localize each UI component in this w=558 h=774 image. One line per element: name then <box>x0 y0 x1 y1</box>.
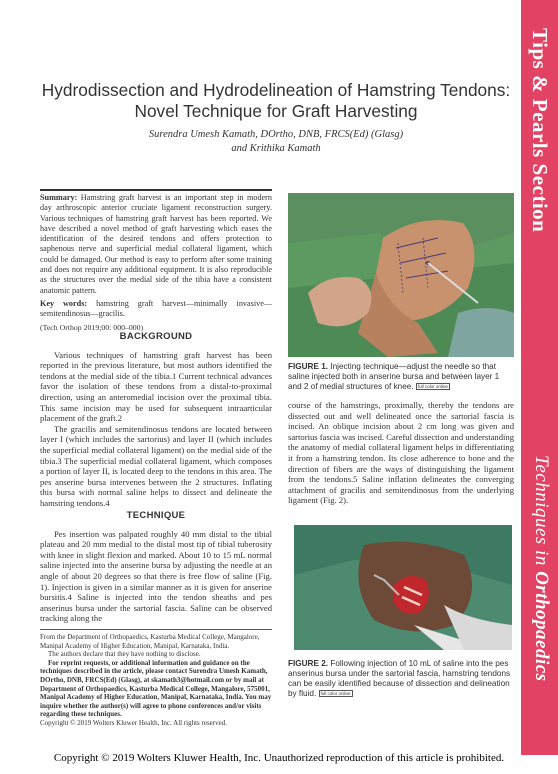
sidebar-section-title: Tips & Pearls Section <box>528 28 552 233</box>
page-copyright-notice: Copyright © 2019 Wolters Kluwer Health, Inc. Unauthorized reproduction of this article is prohibited. <box>53 752 505 764</box>
summary-top-rule <box>40 189 272 191</box>
sidebar-journal-name: Techniques in Orthopaedics <box>531 455 552 682</box>
figure-2-illustration <box>294 525 512 650</box>
summary-block: Summary: Hamstring graft harvest is an important step in modern day arthroscopic anterior cruciate ligament reconstruction surgery. Various techniques of hamstring graft harvest has been reported. We have described a novel method of graft harvesting which eases the identification of the desired tendons and offers protection to saphenous nerve and superficial medial collateral ligament, which could be damaged. Our method is easy to perform after some training and does not require any additional equipment. It is also reproducible as the structures over the medial side of the tibia have a consistent anatomic pattern. Key words: hamstring graft harvest—minimally invasive—semitendinosus—gracilis. (Tech Orthop 2019;00: 000–000) <box>40 193 273 332</box>
footnote-rule <box>40 629 272 630</box>
background-paragraph-2: The gracilis and semitendinosus tendons are located between layer I (which includes the sartorius) and layer II (which includes the superficial medial collateral ligament) on the medial side of the tibia.3 The superficial medial collateral ligament, which composes a portion of layer II, is located deep to the tendons in this area. The pes anserine bursa intervenes between the 2 structures. Inflating this bursa with normal saline helps to dissect and delineate the hamstring tendons.4 <box>40 423 272 508</box>
figure-2-photo <box>294 525 512 650</box>
right-paragraph-1: course of the hamstrings, proximally, thereby the tendons are dissected out and well delineated once the sartorial fascia is incised. An oblique incision about 2 cm long was given and sartorius fascia was incised. Careful dissection and understanding the anatomy of medial collateral ligament helps in differentiating it from a hamstring tendon. Its close adherence to bone and the direction of fibers are the ways of distinguishing the ligament from the tendons.5 Saline inflation delineates the converging attachment of gracilis and semitendinosus from the underlying ligament (Fig. 2). <box>288 400 514 506</box>
full-color-badge: full color online <box>320 691 351 697</box>
article-title: Hydrodissection and Hydrodelineation of Hamstring Tendons: Novel Technique for Graft Harvesting <box>41 80 511 121</box>
technique-section <box>40 511 272 624</box>
figure-2-caption: FIGURE 2. Following injection of 10 mL of saline into the pes anserinus bursa under the sartorial fascia, hamstring tendons can be easily identified because of dissection and delineation by fluid. full color online <box>288 659 511 698</box>
technique-paragraph-1: Pes insertion was palpated roughly 40 mm distal to the tibial plateau and 20 mm medial to the distal most tip of tibial tuberosity with knee in slight flexion and marked. About 10 to 15 mL normal saline injected into the anserine bursa by adjusting the needle at an angle of about 20 degrees so that there is free flow of saline (Fig. 1). Injection is given in a similar manner as it is given for anserine bursitis.4 Saline is injected into the tendon sheaths and pes anserinus bursa under the sartorial fascia. Saline can be observed tracking along the <box>40 528 272 624</box>
right-column-text <box>288 400 514 506</box>
full-color-badge: full color online <box>417 384 448 390</box>
background-heading: BACKGROUND <box>119 331 193 342</box>
background-paragraph-1: Various techniques of hamstring graft harvest has been reported in the previous literature, but most authors identified the tendons at the medial side of the tibia.1 Current technical advances favor the isolation of these tendons from a distal-to-proximal direction, using an anteromedial incision over the proximal tibia. This same incision may be used for subsequent intraarticular placement of the graft.2 <box>40 349 272 424</box>
footnotes: From the Department of Orthopaedics, Kasturba Medical College, Mangalore, Manipal Academy of Higher Education, Manipal, Karnataka, India. The authors declare that they have nothing to disclose. For reprint requests, or additional information and guidance on the techniques described in the article, please contact Surendra Umesh Kamath, DOrtho, DNB, FRCS(Ed) (Glasg), at skamath3@hotmail.com or by mail at Department of Orthopaedics, Kasturba Medical College, Mangalore, 575001, Manipal Academy of Higher Education, Manipal, Karnataka, India. You may inquire whether the author(s) will agree to phone conferences and/or visits regarding these techniques. Copyright © 2019 Wolters Kluwer Health, Inc. All rights reserved. <box>40 633 272 727</box>
article-authors: Surendra Umesh Kamath, DOrtho, DNB, FRCS(Ed) (Glasg) and Krithika Kamath <box>148 129 404 154</box>
figure-1-caption: FIGURE 1. Injecting technique—adjust the needle so that saline injected both in anserine bursa and between layer 1 and 2 of medial structures of knee. full color online <box>288 362 500 391</box>
figure-1-photo <box>288 193 514 357</box>
technique-heading: TECHNIQUE <box>126 510 186 521</box>
figure-1-illustration <box>288 193 514 357</box>
background-section <box>40 332 272 509</box>
